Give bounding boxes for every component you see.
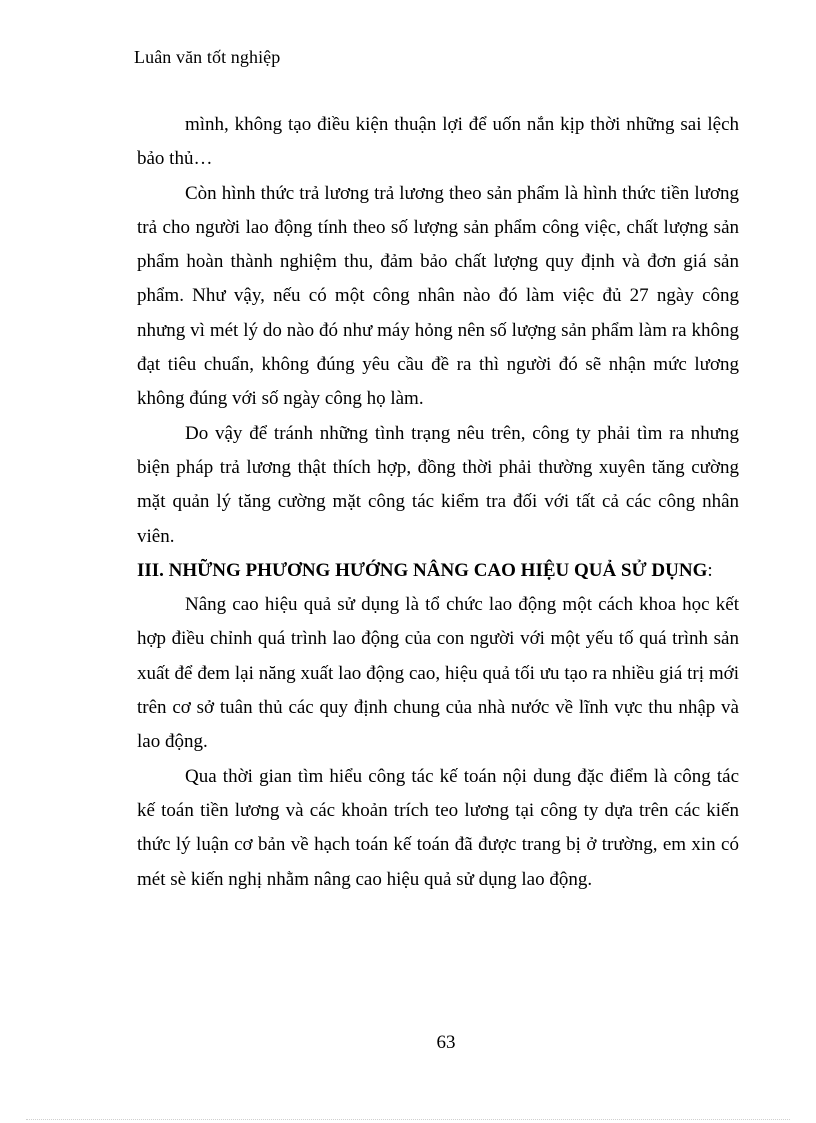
paragraph-piece-rate-wages: Còn hình thức trả lương trả lương theo sản phẩm là hình thức tiền lương trả cho người lao động tính theo số lượng sản phẩm công việc, chất lượng sản phẩm hoàn thành nghiệm thu, đảm bảo chất lượng quy định và đơn giá sản phẩm. Như vậy, nếu có một công nhân nào đó làm việc đủ 27 ngày công nhưng vì mét lý do nào đó như máy hỏng nên số lượng sản phẩm làm ra không đạt tiêu chuẩn, không đúng yêu cầu đề ra thì người đó sẽ nhận mức lương không đúng với số ngày công họ làm. <box>137 182 739 410</box>
paragraph-recommendations: Qua thời gian tìm hiểu công tác kế toán nội dung đặc điểm là công tác kế toán tiền lương và các khoản trích teo lương tại công ty dựa trên các kiến thức lý luận cơ bản về hạch toán kế toán đã được trang bị ở trường, em xin có mét sè kiến nghị nhằm nâng cao hiệu quả sử dụng lao động. <box>137 765 739 890</box>
document-body <box>137 108 739 897</box>
paragraph-continuation: mình, không tạo điều kiện thuận lợi để uốn nắn kịp thời những sai lệch bảo thủ… <box>137 114 739 170</box>
paragraph-measures: Do vậy để tránh những tình trạng nêu trên, công ty phải tìm ra nhưng biện pháp trả lương thật thích hợp, đồng thời phải thường xuyên tăng cường mặt quản lý tăng cường mặt công tác kiểm tra đối với tất cả các công nhân viên. <box>137 422 739 547</box>
running-header: Luân văn tốt nghiệp <box>134 47 281 67</box>
paragraph-efficiency: Nâng cao hiệu quả sử dụng là tổ chức lao động một cách khoa học kết hợp điều chỉnh quá trình lao động của con người với một yếu tố quá trình sản xuất để đem lại năng xuất lao động cao, hiệu quả tối ưu tạo ra nhiều giá trị mới trên cơ sở tuân thủ các quy định chung của nhà nước về lĩnh vực thu nhập và lao động. <box>137 594 739 753</box>
page-number: 63 <box>436 1032 456 1053</box>
section-heading-colon: : <box>707 559 713 581</box>
footer-divider <box>26 1119 790 1120</box>
section-heading <box>137 554 739 588</box>
section-heading-text: III. NHỮNG PHƯƠNG HƯỚNG NÂNG CAO HIỆU QUẢ SỬ DỤNG <box>137 559 708 581</box>
